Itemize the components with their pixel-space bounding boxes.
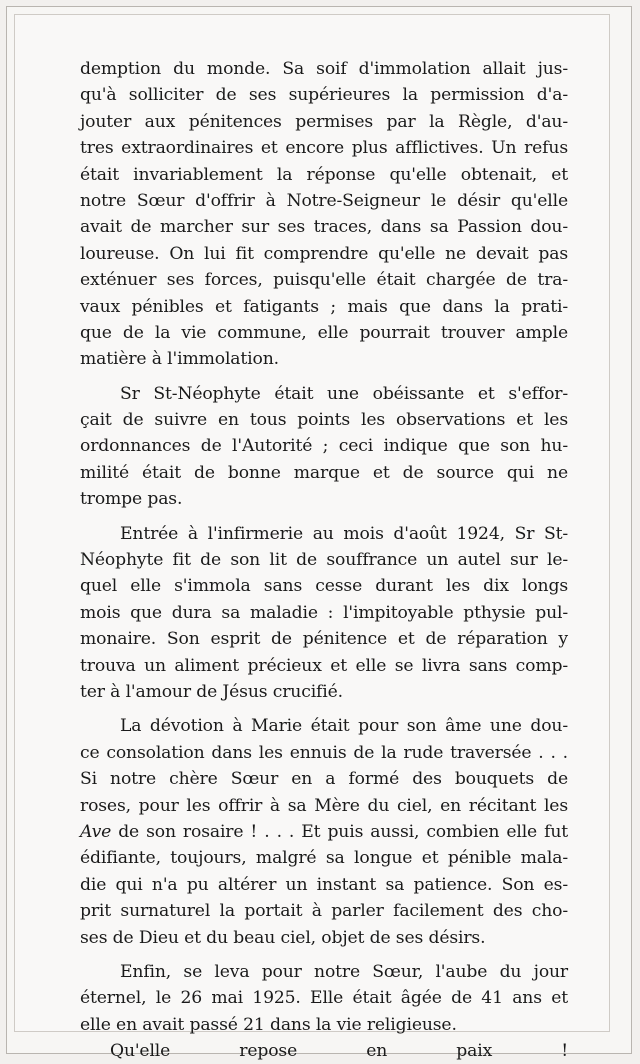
text-line: ce consolation dans les ennuis de la rude traversée . . . — [80, 742, 568, 763]
text-line: ordonnances de l'Autorité ; ceci indique que son hu- — [80, 436, 568, 457]
text-line: vaux pénibles et fatigants ; mais que dans la prati- — [80, 296, 568, 317]
text-line: mois que dura sa maladie : l'impitoyable pthysie pul- — [80, 602, 568, 623]
text-line: exténuer ses forces, puisqu'elle était chargée de tra- — [80, 270, 568, 291]
text-line: Néophyte fit de son lit de souffrance un autel sur le- — [80, 550, 568, 571]
text-line: roses, pour les offrir à sa Mère du ciel, en récitant les — [80, 795, 568, 816]
text-line: elle en avait passé 21 dans la vie religieuse. — [80, 1014, 457, 1035]
text-line: demption du monde. Sa soif d'immolation allait jus- — [80, 59, 568, 79]
text-line: die qui n'a pu altérer un instant sa patience. Son es- — [80, 874, 568, 895]
text-line: La dévotion à Marie était pour son âme une dou- — [120, 716, 568, 737]
paragraph-1 — [80, 56, 568, 373]
text-line: avait de marcher sur ses traces, dans sa Passion dou- — [80, 217, 568, 238]
text-line: prit surnaturel la portait à parler facilement des cho- — [80, 901, 568, 922]
paragraph-2 — [80, 381, 568, 513]
italic-word: Ave — [80, 821, 112, 842]
text-line: çait de suivre en tous points les observations et les — [80, 410, 568, 431]
document-body — [80, 56, 568, 1064]
text-line: Entrée à l'infirmerie au mois d'août 1924, Sr St- — [120, 523, 568, 544]
paragraph-3 — [80, 521, 568, 706]
text-line: Enfin, se leva pour notre Sœur, l'aube du jour — [120, 961, 568, 982]
text-line: était invariablement la réponse qu'elle obtenait, et — [80, 164, 568, 185]
text-line: milité était de bonne marque et de source qui ne — [80, 462, 568, 483]
text-line: ter à l'amour de Jésus crucifié. — [80, 681, 343, 702]
text-line: édifiante, toujours, malgré sa longue et pénible mala- — [80, 848, 568, 869]
text-line: Si notre chère Sœur en a formé des bouquets de — [80, 769, 568, 790]
text-line: Sr St-Néophyte était une obéissante et s'effor- — [120, 383, 568, 404]
text-line: matière à l'immolation. — [80, 349, 279, 370]
closing-line: Qu'elle repose en paix ! — [110, 1041, 568, 1062]
text-line: tres extraordinaires et encore plus afflictives. Un refus — [80, 138, 568, 159]
text-line: trompe pas. — [80, 489, 183, 510]
text-line: qu'à solliciter de ses supérieures la permission d'a- — [80, 85, 568, 106]
text-line: quel elle s'immola sans cesse durant les dix longs — [80, 576, 568, 597]
paragraph-4 — [80, 713, 568, 951]
text-line: trouva un aliment précieux et elle se livra sans comp- — [80, 655, 568, 676]
paragraph-5 — [80, 959, 568, 1038]
text-line: loureuse. On lui fit comprendre qu'elle ne devait pas — [80, 243, 568, 264]
text-line: éternel, le 26 mai 1925. Elle était âgée de 41 ans et — [80, 988, 568, 1009]
text-line: jouter aux pénitences permises par la Règle, d'au- — [80, 111, 568, 132]
text-line: notre Sœur d'offrir à Notre-Seigneur le désir qu'elle — [80, 190, 568, 211]
text-line: que de la vie commune, elle pourrait trouver ample — [80, 322, 568, 343]
text-line: ses de Dieu et du beau ciel, objet de ses désirs. — [80, 927, 486, 948]
text-line-ave: Ave de son rosaire ! . . . Et puis aussi, combien elle fut — [80, 821, 568, 842]
text-line: monaire. Son esprit de pénitence et de réparation y — [80, 629, 568, 650]
